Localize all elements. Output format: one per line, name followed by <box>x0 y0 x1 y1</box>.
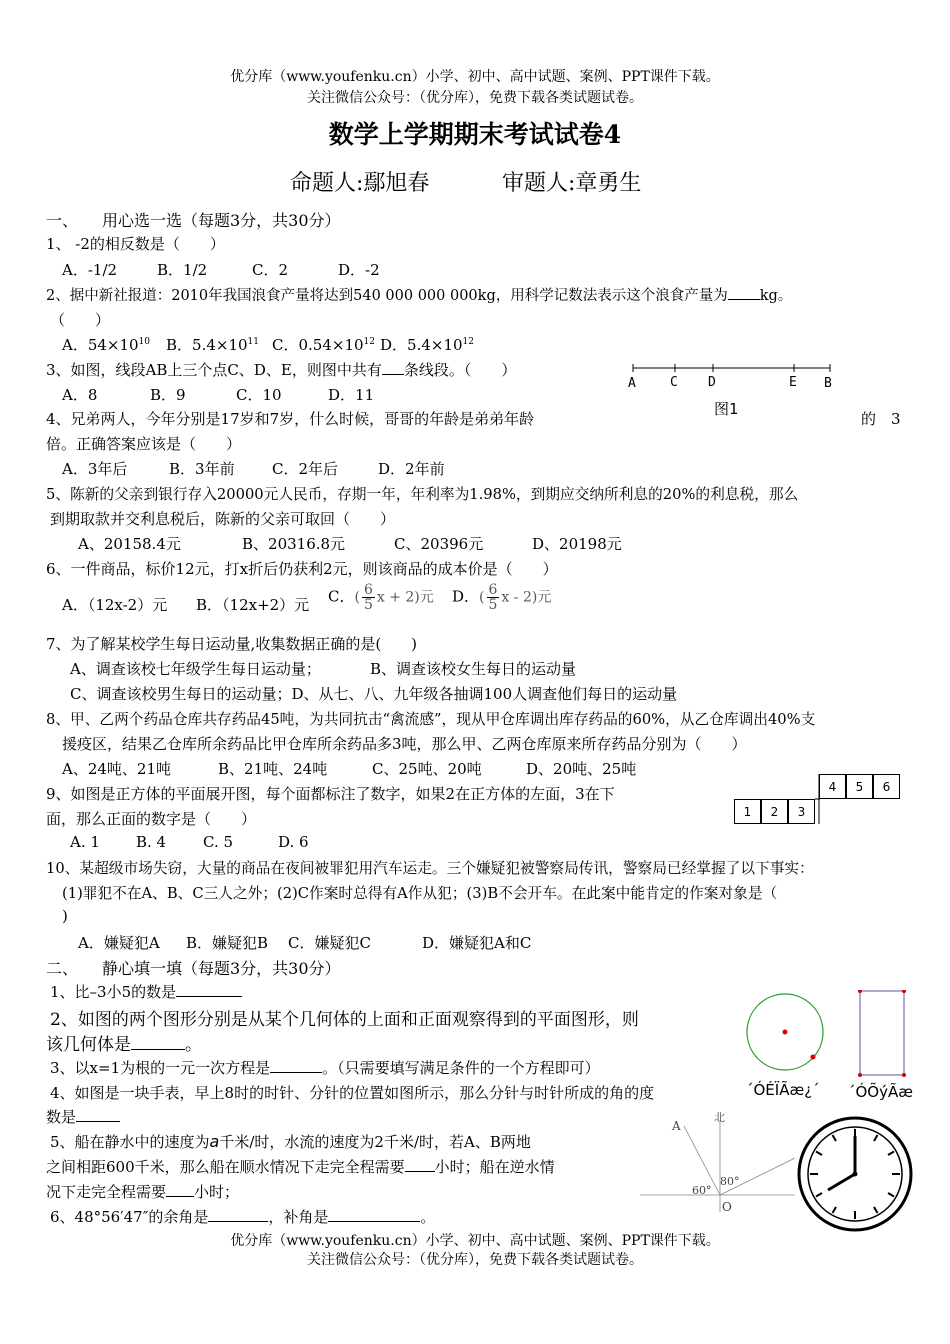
q2-opt-b <box>166 334 259 355</box>
q10-stem-b: (1)罪犯不在A、B、C三人之外；(2)C作案时总得有A作从犯；(3)B不会开车。在此案中能肯定的作案对象是（ <box>62 885 778 902</box>
q8-opt-d: D、20吨、25吨 <box>526 760 637 778</box>
s2-q6-a: 6、48°56′47″的余角是 <box>50 1208 209 1226</box>
q2-opt-a-exp: 10 <box>138 337 151 347</box>
front-view-rectangle <box>860 991 904 1075</box>
q9-stem-b: 面，那么正面的数字是（ ） <box>46 810 257 828</box>
angle-80-label: 80° <box>720 1175 740 1188</box>
q6-opt-d-tail: x - 2)元 <box>501 589 552 606</box>
s2-q5-a <box>50 1131 531 1152</box>
q6-opt-c <box>328 583 434 612</box>
q2-opt-d-text: D．5.4×10 <box>380 336 463 354</box>
q7-opt-a: A、调查该校七年级学生每日运动量； <box>70 660 321 678</box>
s2-q5-c2: 小时； <box>194 1183 240 1201</box>
q10-opt-d: D．嫌疑犯A和C <box>422 934 532 952</box>
s2-q3-blank[interactable] <box>270 1058 322 1073</box>
q10-opt-c: C．嫌疑犯C <box>288 934 371 952</box>
q1-opt-a: A．-1/2 <box>62 261 118 279</box>
q1-opt-c: C．2 <box>252 261 289 279</box>
q10-stem-c: ) <box>62 907 68 925</box>
q4-stem-b: 倍。正确答案应该是（ ） <box>46 435 242 453</box>
s2-q5-var: a <box>209 1132 220 1151</box>
q2-stem-b: kg。 <box>759 288 793 304</box>
s2-q2-a: 2、如图的两个图形分别是从某个几何体的上面和正面观察得到的平面图形，则 <box>50 1010 639 1030</box>
net-face-1: 1 <box>734 799 761 824</box>
segment-figure <box>620 356 850 426</box>
s2-q2-b-text: 该几何体是 <box>46 1035 131 1055</box>
label-b: B <box>824 376 832 391</box>
s2-q2-b <box>46 1030 202 1055</box>
q1-opt-b: B．1/2 <box>157 261 208 279</box>
q3-opt-b: B．9 <box>150 386 186 404</box>
q10-stem-a: 10、某超级市场失窃，大量的商品在夜间被罪犯用汽车运走。三个嫌疑犯被警察局传讯，警察局已经掌握了以下事实： <box>46 860 814 877</box>
reviewer: 审题人:章勇生 <box>502 171 642 196</box>
q9-opt-d: D. 6 <box>278 833 309 851</box>
s2-q5-a2: 千米/时，水流的速度为2千米/时，若A、B两地 <box>219 1133 531 1151</box>
q4-opt-b: B．3年前 <box>169 460 235 478</box>
q9-opt-a: A. 1 <box>70 833 100 851</box>
s2-q5-blank-1[interactable] <box>405 1157 435 1172</box>
q7-stem: 7、为了解某校学生每日运动量,收集数据正确的是( ) <box>46 635 418 653</box>
s2-q6 <box>50 1206 435 1227</box>
front-view-caption: ´ÓÕýÃæ <box>848 1083 913 1101</box>
q4-opt-c: C．2年后 <box>272 460 339 478</box>
q2-opt-c-text: C．0.54×10 <box>272 336 364 354</box>
q7-opt-b: B、调查该校女生每日的运动量 <box>370 660 577 678</box>
q4-opt-d: D．2年前 <box>378 460 445 478</box>
s2-q5-c-text: 况下走完全程需要 <box>46 1183 167 1201</box>
q6-opt-c-fraction <box>362 583 375 612</box>
q5-stem-a: 5、陈新的父亲到银行存入20000元人民币，存期一年，年利率为1.98%，到期应交纳所利息的20%的利息税，那么 <box>46 486 799 503</box>
q2-paren: （ ） <box>50 311 111 329</box>
clock-figure <box>795 1116 915 1236</box>
s2-q5-b2: 小时；船在逆水情 <box>434 1158 555 1176</box>
views-figure <box>740 990 920 1080</box>
rect-corner-bl <box>858 1073 862 1077</box>
q3-stem-a: 3、如图，线段AB上三个点C、D、E，则图中共有 <box>46 361 382 379</box>
q1-stem: 1、 -2的相反数是（ ） <box>46 235 225 253</box>
compass-figure <box>640 1108 795 1218</box>
s2-q4-blank[interactable] <box>76 1107 120 1122</box>
q4-stem-a: 4、兄弟两人，今年分别是17岁和7岁，什么时候，哥哥的年龄是弟弟年龄 <box>46 410 535 428</box>
q5-opt-b: B、20316.8元 <box>242 535 346 553</box>
q8-opt-b: B、21吨、24吨 <box>218 760 328 778</box>
circle-edge-dot <box>811 1055 816 1060</box>
point-a-label: A <box>672 1119 681 1133</box>
circle-center-dot <box>783 1030 788 1035</box>
q6-opt-d-paren: ( <box>479 589 485 606</box>
section2-heading: 二、 静心填一填（每题3分，共30分） <box>46 959 341 978</box>
q2-opt-b-text: B．5.4×10 <box>166 336 248 354</box>
q6-opt-d <box>452 583 551 612</box>
q5-opt-c: C、20396元 <box>394 535 484 553</box>
q9-opt-b: B. 4 <box>136 833 167 851</box>
q2-blank[interactable] <box>728 285 760 300</box>
q8-stem-a: 8、甲、乙两个药品仓库共存药品45吨，为共同抗击“禽流感”，现从甲仓库调出库存药品的60%，从乙仓库调出40%支 <box>46 711 816 728</box>
q6-opt-c-paren: ( <box>354 589 360 606</box>
q2-opt-a-text: A．54×10 <box>62 336 139 354</box>
s2-q4-a: 4、如图是一块手表，早上8时的时针、分针的位置如图所示，那么分针与时针所成的角的度 <box>50 1084 655 1102</box>
q6-opt-a: A．（12x-2）元 <box>62 596 168 614</box>
q3-opt-a: A．8 <box>62 386 98 404</box>
s2-q3 <box>50 1057 600 1078</box>
q6-opt-c-den: 5 <box>363 597 373 613</box>
s2-q5-c <box>46 1181 239 1202</box>
net-face-4: 4 <box>819 774 846 799</box>
north-label: 北 <box>714 1111 725 1124</box>
s2-q6-blank-2[interactable] <box>328 1207 420 1222</box>
rect-corner-br <box>902 1073 906 1077</box>
q6-opt-c-tail: x + 2)元 <box>376 589 434 606</box>
q6-opt-c-num: 6 <box>363 582 373 598</box>
header-line-1: 优分库（www.youfenku.cn）小学、初中、高中试题、案例、PPT课件下载。 <box>230 69 720 85</box>
clock-center <box>853 1172 858 1177</box>
s2-q6-c: 。 <box>420 1208 436 1226</box>
q5-opt-d: D、20198元 <box>532 535 622 553</box>
footer-line-2: 关注微信公众号：（优分库），免费下载各类试题试卷。 <box>307 1252 643 1268</box>
q6-opt-d-fraction <box>487 583 500 612</box>
q4-stem-tail: 的 3 <box>861 410 901 428</box>
q8-stem-b: 援疫区，结果乙仓库所余药品比甲仓库所余药品多3吨，那么甲、乙两仓库原来所存药品分别为（ ） <box>62 735 747 753</box>
q7-opt-cd: C、调查该校男生每日的运动量；D、从七、八、九年级各抽调100人调查他们每日的运动量 <box>70 685 678 703</box>
q9-opt-c: C. 5 <box>203 833 234 851</box>
q9-stem-a: 9、如图是正方体的平面展开图，每个面都标注了数字，如果2在正方体的左面，3在下 <box>46 785 615 803</box>
footer-line-1: 优分库（www.youfenku.cn）小学、初中、高中试题、案例、PPT课件下载。 <box>230 1233 720 1249</box>
q2-opt-c <box>272 334 375 355</box>
q2-stem-a: 2、据中新社报道：2010年我国浪食产量将达到540 000 000 000kg，用科学记数法表示这个浪食产量为 <box>46 288 728 304</box>
q5-opt-a: A、20158.4元 <box>78 535 181 553</box>
top-view-caption: ´ÓÉÏÃæ¿´ <box>746 1081 820 1099</box>
q1-opt-d: D．-2 <box>338 261 380 279</box>
s2-q1-blank[interactable] <box>176 982 242 997</box>
net-connector <box>814 774 824 826</box>
q2-opt-b-exp: 11 <box>247 337 259 347</box>
s2-q6-blank-1[interactable] <box>208 1207 268 1222</box>
page-title: 数学上学期期末考试试卷4 <box>328 120 622 149</box>
q2-opt-d <box>380 334 474 355</box>
s2-q3-a: 3、以x=1为根的一元一次方程是 <box>50 1059 271 1077</box>
q3-stem <box>46 359 516 380</box>
angle-60-label: 60° <box>692 1184 712 1197</box>
header-line-2: 关注微信公众号：（优分库），免费下载各类试题试卷。 <box>307 90 643 106</box>
q6-opt-d-label: D． <box>452 587 480 606</box>
q6-opt-d-num: 6 <box>488 582 498 598</box>
q6-opt-d-den: 5 <box>488 597 498 613</box>
s2-q2-blank[interactable] <box>131 1035 185 1050</box>
q6-opt-c-label: C． <box>328 587 355 606</box>
s2-q5-blank-2[interactable] <box>166 1182 194 1197</box>
s2-q6-b: ，补角是 <box>268 1208 329 1226</box>
net-face-6: 6 <box>873 774 900 799</box>
q3-blank[interactable] <box>382 360 404 375</box>
s2-q5-a-text: 5、船在静水中的速度为 <box>50 1133 210 1151</box>
s2-q1 <box>50 981 242 1002</box>
s2-q5-b-text: 之间相距600千米，那么船在顺水情况下走完全程需要 <box>46 1158 405 1176</box>
q2-opt-a <box>62 334 150 355</box>
q8-opt-c: C、25吨、20吨 <box>372 760 482 778</box>
q10-opt-a: A．嫌疑犯A <box>78 934 160 952</box>
q2-opt-c-exp: 12 <box>363 337 375 347</box>
s2-q5-b <box>46 1156 555 1177</box>
figure-1-caption: 图1 <box>714 400 739 418</box>
label-c: C <box>670 375 678 390</box>
s2-q1-text: 1、比–3小5的数是 <box>50 983 177 1001</box>
q3-opt-c: C．10 <box>236 386 282 404</box>
label-a: A <box>628 376 636 391</box>
s2-q3-b: 。（只需要填写满足条件的一个方程即可） <box>322 1059 600 1077</box>
label-d: D <box>708 375 716 390</box>
q6-opt-b: B．（12x+2）元 <box>196 596 310 614</box>
q6-stem: 6、一件商品，标价12元，打x折后仍获利2元，则该商品的成本价是（ ） <box>46 560 558 578</box>
q4-opt-a: A．3年后 <box>62 460 128 478</box>
q5-stem-b: 到期取款并交利息税后，陈新的父亲可取回（ ） <box>50 510 396 528</box>
q3-opt-d: D．11 <box>328 386 375 404</box>
s2-q4-b-text: 数是 <box>46 1108 77 1126</box>
clock-hour-hand <box>828 1174 855 1190</box>
q3-stem-b: 条线段。（ ） <box>403 361 517 379</box>
origin-label: O <box>722 1200 732 1214</box>
label-e: E <box>789 375 797 390</box>
section1-heading: 一、 用心选一选（每题3分，共30分） <box>46 211 341 230</box>
q2-stem <box>46 284 792 305</box>
setter: 命题人:鄢旭春 <box>290 171 430 196</box>
rect-corner-tl <box>858 990 862 993</box>
rect-corner-tr <box>902 990 906 993</box>
net-face-3: 3 <box>788 799 815 824</box>
net-face-2: 2 <box>761 799 788 824</box>
net-face-5: 5 <box>846 774 873 799</box>
q2-opt-d-exp: 12 <box>462 337 474 347</box>
q10-opt-b: B．嫌疑犯B <box>186 934 269 952</box>
s2-q4-b <box>46 1106 120 1127</box>
s2-q2-end: 。 <box>185 1035 202 1055</box>
q8-opt-a: A、24吨、21吨 <box>62 760 172 778</box>
